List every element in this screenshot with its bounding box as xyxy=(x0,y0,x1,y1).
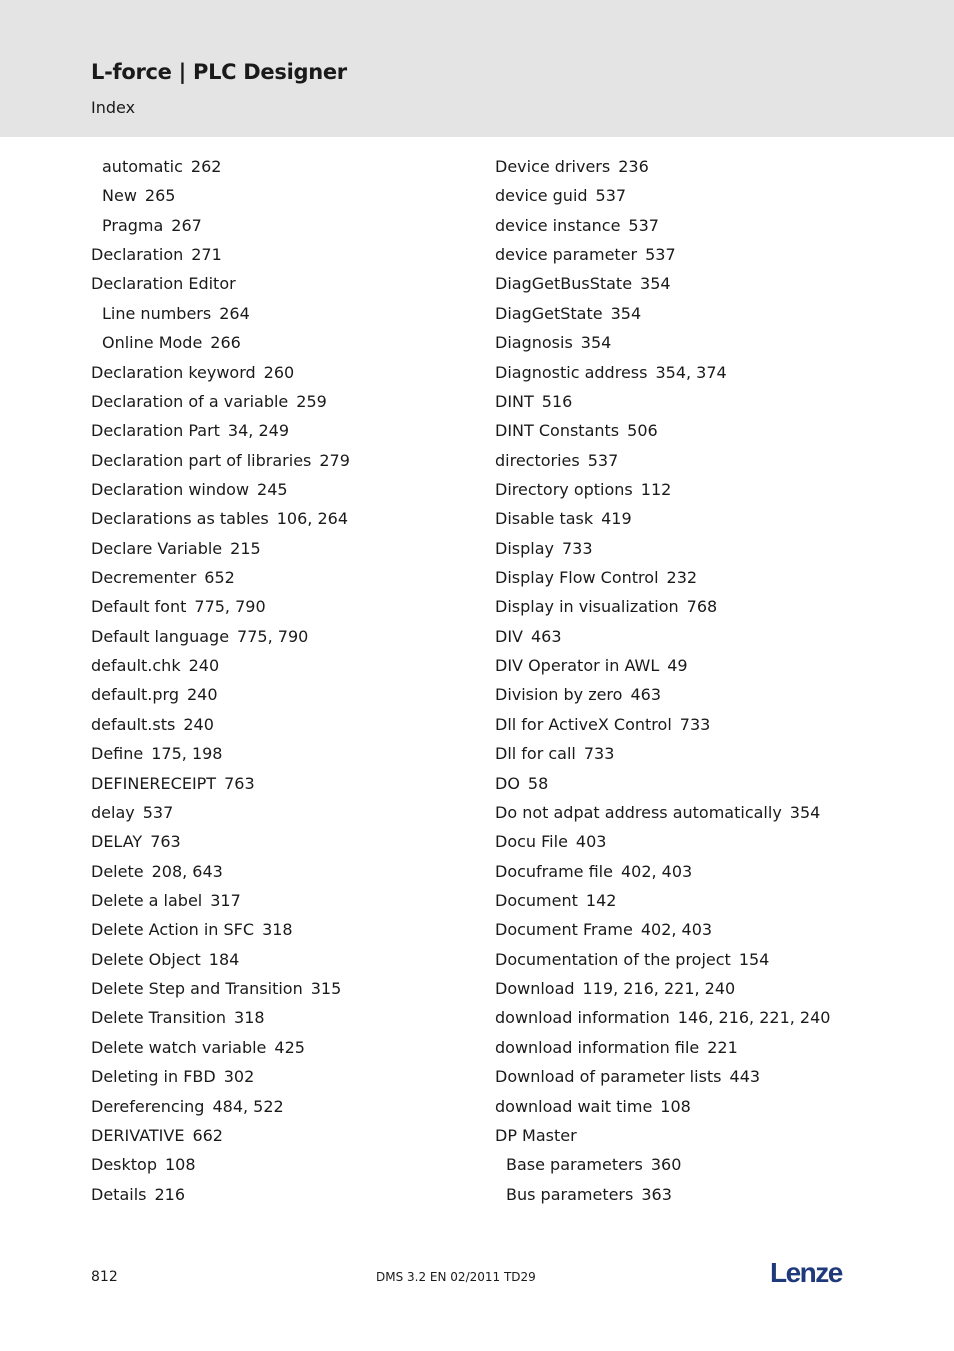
index-page-refs: 175, 198 xyxy=(151,744,223,764)
index-page-refs: 208, 643 xyxy=(151,861,223,881)
index-page-refs: 537 xyxy=(645,245,676,265)
index-entry xyxy=(495,622,895,651)
index-entry xyxy=(495,504,895,533)
index-term: Download xyxy=(495,979,575,999)
index-page-refs: 267 xyxy=(171,215,202,235)
index-term: Line numbers xyxy=(102,303,212,323)
index-page-refs: 112 xyxy=(640,479,672,499)
index-page-refs: 215 xyxy=(230,538,261,558)
index-entry xyxy=(495,974,895,1003)
section-title: Index xyxy=(91,98,136,117)
index-entry xyxy=(495,1121,895,1150)
index-page-refs: 733 xyxy=(561,538,593,558)
index-term: Desktop xyxy=(91,1155,157,1175)
index-page-refs: 463 xyxy=(630,685,661,705)
index-entry xyxy=(91,798,471,827)
index-term: Online Mode xyxy=(102,333,203,353)
index-page-refs: 302 xyxy=(223,1067,255,1087)
index-page-refs: 245 xyxy=(257,479,288,499)
index-entry xyxy=(91,1121,471,1150)
index-page-refs: 463 xyxy=(530,626,562,646)
index-page-refs: 733 xyxy=(583,744,615,764)
index-page-refs: 315 xyxy=(310,979,342,999)
index-term: default.prg xyxy=(91,685,179,705)
index-page-refs: 58 xyxy=(527,773,549,793)
index-page-refs: 537 xyxy=(628,215,659,235)
index-page-refs: 232 xyxy=(666,568,698,588)
index-entry xyxy=(91,886,471,915)
index-term: Docuframe file xyxy=(495,861,613,881)
index-term: Default language xyxy=(91,626,230,646)
index-term: Delete Object xyxy=(91,949,201,969)
index-term: Diagnosis xyxy=(495,333,573,353)
index-entry xyxy=(91,1150,471,1179)
index-entry xyxy=(495,1092,895,1121)
index-term: Declaration xyxy=(91,245,184,265)
index-term: DELAY xyxy=(91,832,143,852)
index-entry xyxy=(495,827,895,856)
index-term: device guid xyxy=(495,186,588,206)
index-page-refs: 354 xyxy=(789,802,821,822)
index-term: Declare Variable xyxy=(91,538,223,558)
index-entry xyxy=(91,1003,471,1032)
index-subentry xyxy=(91,328,471,357)
index-entry xyxy=(495,857,895,886)
index-term: Dll for call xyxy=(495,744,576,764)
document-reference: DMS 3.2 EN 02/2011 TD29 xyxy=(376,1270,536,1284)
index-term: DiagGetBusState xyxy=(495,274,633,294)
index-entry xyxy=(91,1062,471,1091)
index-entry xyxy=(91,739,471,768)
index-term: Declarations as tables xyxy=(91,509,269,529)
index-entry xyxy=(495,181,895,210)
index-entry xyxy=(91,769,471,798)
document-title: L-force | PLC Designer xyxy=(91,60,347,84)
index-term: Declaration window xyxy=(91,479,250,499)
index-page-refs: 259 xyxy=(296,391,327,411)
index-page-refs: 537 xyxy=(142,802,174,822)
index-term: download information file xyxy=(495,1037,700,1057)
index-term: Dereferencing xyxy=(91,1096,205,1116)
index-entry xyxy=(91,974,471,1003)
index-entry xyxy=(91,915,471,944)
index-entry xyxy=(495,886,895,915)
index-term: Declaration Part xyxy=(91,421,220,441)
index-entry xyxy=(495,563,895,592)
index-term: Directory options xyxy=(495,479,633,499)
index-term: Documentation of the project xyxy=(495,949,731,969)
index-term: Device drivers xyxy=(495,157,611,176)
index-page-refs: 354 xyxy=(610,303,642,323)
index-entry xyxy=(91,680,471,709)
index-term: Delete watch variable xyxy=(91,1037,267,1057)
index-page-refs: 264 xyxy=(219,303,250,323)
index-term: DIV Operator in AWL xyxy=(495,656,660,676)
index-entry xyxy=(495,211,895,240)
index-page-refs: 154 xyxy=(738,949,770,969)
index-term: Declaration keyword xyxy=(91,362,256,382)
index-term: delay xyxy=(91,802,135,822)
index-entry xyxy=(91,857,471,886)
index-term: Division by zero xyxy=(495,685,623,705)
index-entry xyxy=(495,358,895,387)
index-page-refs: 662 xyxy=(192,1125,223,1145)
index-entry xyxy=(495,915,895,944)
index-page-refs: 266 xyxy=(210,333,241,353)
index-page-refs: 775, 790 xyxy=(237,626,309,646)
index-entry xyxy=(495,769,895,798)
index-entry xyxy=(91,827,471,856)
index-entry xyxy=(91,1180,471,1209)
index-page-refs: 265 xyxy=(144,186,176,206)
index-page-refs: 271 xyxy=(191,245,222,265)
index-term: Define xyxy=(91,744,144,764)
index-subentry xyxy=(495,1150,895,1179)
index-term: Diagnostic address xyxy=(495,362,648,382)
index-page-refs: 279 xyxy=(319,450,350,470)
index-term: default.sts xyxy=(91,714,176,734)
index-entry xyxy=(495,328,895,357)
index-page-refs: 354 xyxy=(640,274,671,294)
index-page-refs: 402, 403 xyxy=(640,920,713,940)
index-page-refs: 34, 249 xyxy=(227,421,289,441)
index-term: Bus parameters xyxy=(506,1184,634,1204)
index-term: DEFINERECEIPT xyxy=(91,773,217,793)
index-page-refs: 236 xyxy=(618,157,649,176)
index-page-refs: 318 xyxy=(234,1008,265,1028)
index-term: Pragma xyxy=(102,215,164,235)
index-page-refs: 516 xyxy=(541,391,573,411)
index-term: Delete xyxy=(91,861,144,881)
index-page-refs: 318 xyxy=(262,920,293,940)
index-entry xyxy=(495,152,895,181)
index-entry xyxy=(91,446,471,475)
index-column-left xyxy=(91,152,471,1209)
index-term: Declaration part of libraries xyxy=(91,450,312,470)
index-entry xyxy=(91,387,471,416)
index-term: Docu File xyxy=(495,832,568,852)
lenze-logo: Lenze xyxy=(770,1257,842,1288)
index-page-refs: 775, 790 xyxy=(194,597,266,617)
index-term: Document Frame xyxy=(495,920,633,940)
index-page-refs: 419 xyxy=(601,509,632,529)
index-entry xyxy=(91,416,471,445)
index-page-refs: 49 xyxy=(667,656,688,676)
index-page-refs: 425 xyxy=(274,1037,305,1057)
index-entry xyxy=(495,1003,895,1032)
index-term: default.chk xyxy=(91,656,181,676)
index-term: download information xyxy=(495,1008,670,1028)
index-page-refs: 108 xyxy=(164,1155,196,1175)
index-page-refs: 733 xyxy=(679,714,711,734)
index-term: Delete a label xyxy=(91,890,203,910)
index-page-refs: 768 xyxy=(686,597,718,617)
index-entry xyxy=(91,240,471,269)
index-page-refs: 402, 403 xyxy=(620,861,693,881)
index-term: Disable task xyxy=(495,509,594,529)
index-entry xyxy=(91,945,471,974)
index-entry xyxy=(495,534,895,563)
index-page-refs: 262 xyxy=(190,157,222,176)
index-column-right xyxy=(495,152,895,1209)
index-page-refs: 537 xyxy=(595,186,627,206)
index-term: Decrementer xyxy=(91,568,197,588)
index-entry xyxy=(495,387,895,416)
index-entry xyxy=(91,1092,471,1121)
index-term: DO xyxy=(495,773,520,793)
index-page-refs: 106, 264 xyxy=(276,509,348,529)
index-entry xyxy=(495,446,895,475)
index-page-refs: 652 xyxy=(204,568,235,588)
index-entry xyxy=(495,739,895,768)
index-page-refs: 506 xyxy=(627,421,658,441)
index-page-refs: 354, 374 xyxy=(655,362,727,382)
index-term: automatic xyxy=(102,157,183,176)
index-term: DiagGetState xyxy=(495,303,603,323)
index-term: directories xyxy=(495,450,580,470)
index-page-refs: 221 xyxy=(707,1037,738,1057)
index-page-refs: 763 xyxy=(224,773,255,793)
index-subentry xyxy=(495,1180,895,1209)
index-term: New xyxy=(102,186,137,206)
index-term: Do not adpat address automatically xyxy=(495,802,782,822)
index-page-refs: 360 xyxy=(650,1155,682,1175)
index-page-refs: 216 xyxy=(154,1184,186,1204)
index-page-refs: 146, 216, 221, 240 xyxy=(677,1008,831,1028)
index-term: Dll for ActiveX Control xyxy=(495,714,672,734)
index-term: DERIVATIVE xyxy=(91,1125,185,1145)
index-page-refs: 119, 216, 221, 240 xyxy=(582,979,736,999)
index-entry xyxy=(495,798,895,827)
index-entry xyxy=(91,622,471,651)
index-entry xyxy=(495,592,895,621)
index-subentry xyxy=(91,299,471,328)
index-entry xyxy=(91,269,471,298)
page-number: 812 xyxy=(91,1269,118,1285)
index-term: Details xyxy=(91,1184,147,1204)
index-page-refs: 240 xyxy=(183,714,214,734)
index-term: Base parameters xyxy=(506,1155,643,1175)
index-page-refs: 403 xyxy=(575,832,607,852)
index-entry xyxy=(495,1033,895,1062)
index-entry xyxy=(495,1062,895,1091)
index-entry xyxy=(91,475,471,504)
index-term: Declaration of a variable xyxy=(91,391,289,411)
index-term: DP Master xyxy=(495,1125,577,1145)
index-entry xyxy=(91,563,471,592)
index-page-refs: 484, 522 xyxy=(212,1096,284,1116)
index-term: Display xyxy=(495,538,554,558)
index-page-refs: 763 xyxy=(150,832,181,852)
index-term: device instance xyxy=(495,215,621,235)
index-term: DINT Constants xyxy=(495,421,620,441)
index-page-refs: 108 xyxy=(660,1096,691,1116)
index-entry xyxy=(91,534,471,563)
index-page-refs: 354 xyxy=(580,333,612,353)
index-page-refs: 184 xyxy=(208,949,240,969)
index-page-refs: 363 xyxy=(641,1184,672,1204)
index-entry xyxy=(495,680,895,709)
index-term: device parameter xyxy=(495,245,638,265)
index-entry xyxy=(495,710,895,739)
index-term: Deleting in FBD xyxy=(91,1067,216,1087)
index-entry xyxy=(495,945,895,974)
index-page-refs: 443 xyxy=(729,1067,761,1087)
index-entry xyxy=(91,1033,471,1062)
index-page-refs: 240 xyxy=(187,685,218,705)
index-term: Display in visualization xyxy=(495,597,679,617)
index-entry xyxy=(495,299,895,328)
index-subentry xyxy=(91,211,471,240)
index-term: Declaration Editor xyxy=(91,274,236,294)
index-term: Delete Transition xyxy=(91,1008,227,1028)
index-entry xyxy=(495,651,895,680)
index-page-refs: 260 xyxy=(263,362,295,382)
index-term: Default font xyxy=(91,597,187,617)
index-entry xyxy=(495,240,895,269)
index-term: download wait time xyxy=(495,1096,653,1116)
page-header xyxy=(0,0,954,137)
index-page-refs: 537 xyxy=(587,450,619,470)
index-entry xyxy=(91,358,471,387)
index-entry xyxy=(91,651,471,680)
index-term: Display Flow Control xyxy=(495,568,659,588)
index-entry xyxy=(495,416,895,445)
index-entry xyxy=(495,475,895,504)
index-page-refs: 317 xyxy=(210,890,241,910)
index-term: Delete Action in SFC xyxy=(91,920,255,940)
index-page-refs: 240 xyxy=(188,656,220,676)
index-entry xyxy=(91,504,471,533)
index-term: Download of parameter lists xyxy=(495,1067,722,1087)
index-entry xyxy=(495,269,895,298)
index-term: DIV xyxy=(495,626,523,646)
index-entry xyxy=(91,710,471,739)
index-subentry xyxy=(91,152,471,181)
index-term: DINT xyxy=(495,391,534,411)
index-entry xyxy=(91,592,471,621)
index-term: Delete Step and Transition xyxy=(91,979,303,999)
index-subentry xyxy=(91,181,471,210)
index-term: Document xyxy=(495,890,578,910)
index-page-refs: 142 xyxy=(585,890,617,910)
